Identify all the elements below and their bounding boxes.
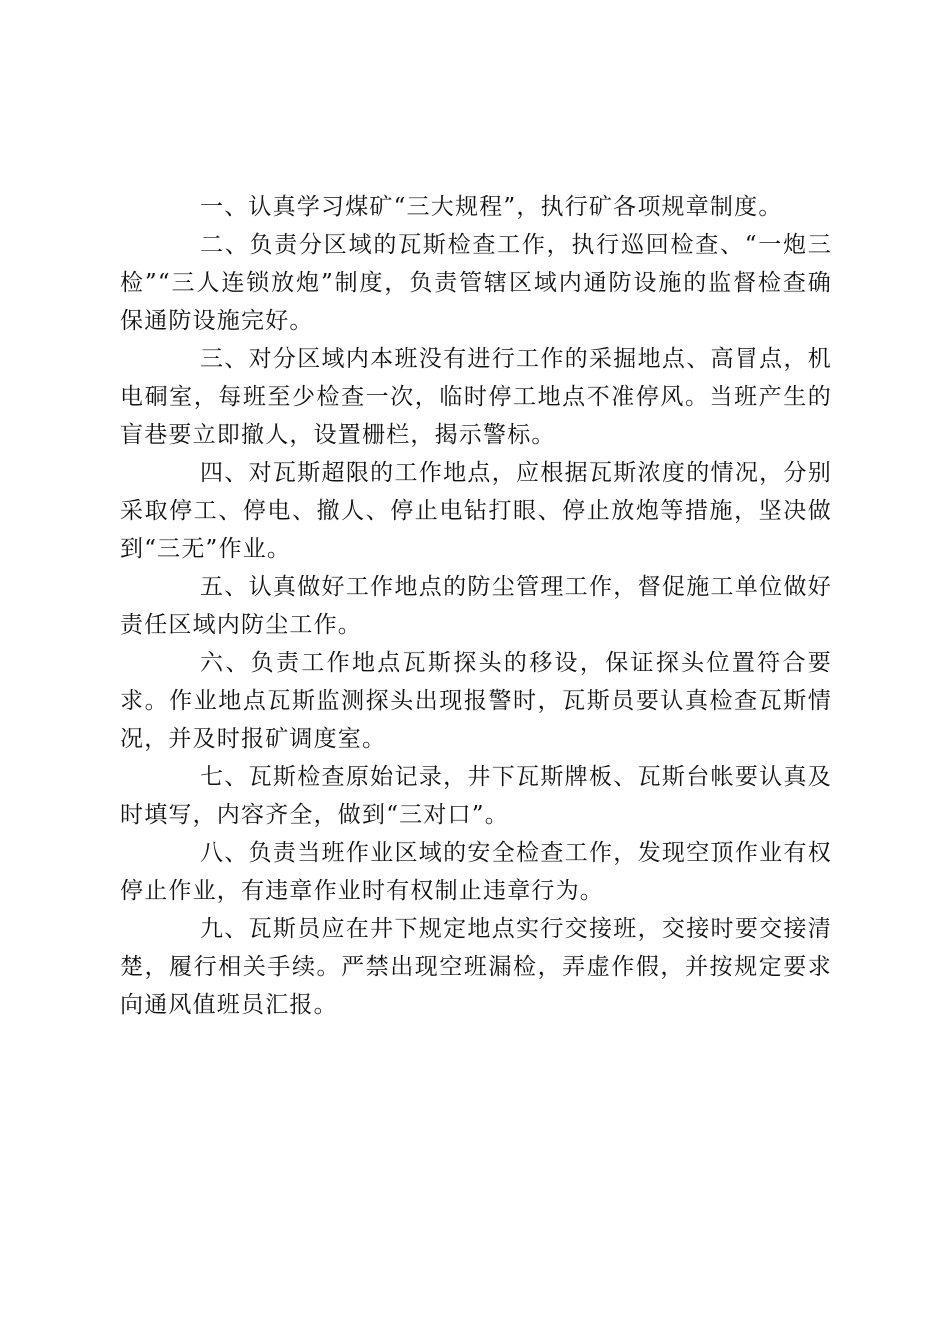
paragraph-4: 四、对瓦斯超限的工作地点，应根据瓦斯浓度的情况，分别采取停工、停电、撤人、停止电钻打眼、停止放炮等措施，坚决做到“三无”作业。 xyxy=(120,460,832,562)
paragraph-9: 九、瓦斯员应在井下规定地点实行交接班，交接时要交接清楚，履行相关手续。严禁出现空班漏检，弄虚作假，并按规定要求向通风值班员汇报。 xyxy=(120,916,832,1018)
paragraph-7: 七、瓦斯检查原始记录，井下瓦斯牌板、瓦斯台帐要认真及时填写，内容齐全，做到“三对口”。 xyxy=(120,764,832,828)
paragraph-3: 三、对分区域内本班没有进行工作的采掘地点、高冒点，机电硐室，每班至少检查一次，临时停工地点不准停风。当班产生的盲巷要立即撤人，设置栅栏，揭示警标。 xyxy=(120,346,832,448)
paragraph-1: 一、认真学习煤矿“三大规程”，执行矿各项规章制度。 xyxy=(200,194,783,220)
paragraph-5: 五、认真做好工作地点的防尘管理工作，督促施工单位做好责任区域内防尘工作。 xyxy=(120,574,832,638)
paragraph-8: 八、负责当班作业区域的安全检查工作，发现空顶作业有权停止作业，有违章作业时有权制止违章行为。 xyxy=(120,840,832,904)
paragraph-6: 六、负责工作地点瓦斯探头的移设，保证探头位置符合要求。作业地点瓦斯监测探头出现报警时，瓦斯员要认真检查瓦斯情况，并及时报矿调度室。 xyxy=(120,650,832,752)
paragraph-2: 二、负责分区域的瓦斯检查工作，执行巡回检查、“一炮三检”“三人连锁放炮”制度，负责管辖区域内通防设施的监督检查确保通防设施完好。 xyxy=(120,232,832,334)
document-body xyxy=(120,188,832,1024)
